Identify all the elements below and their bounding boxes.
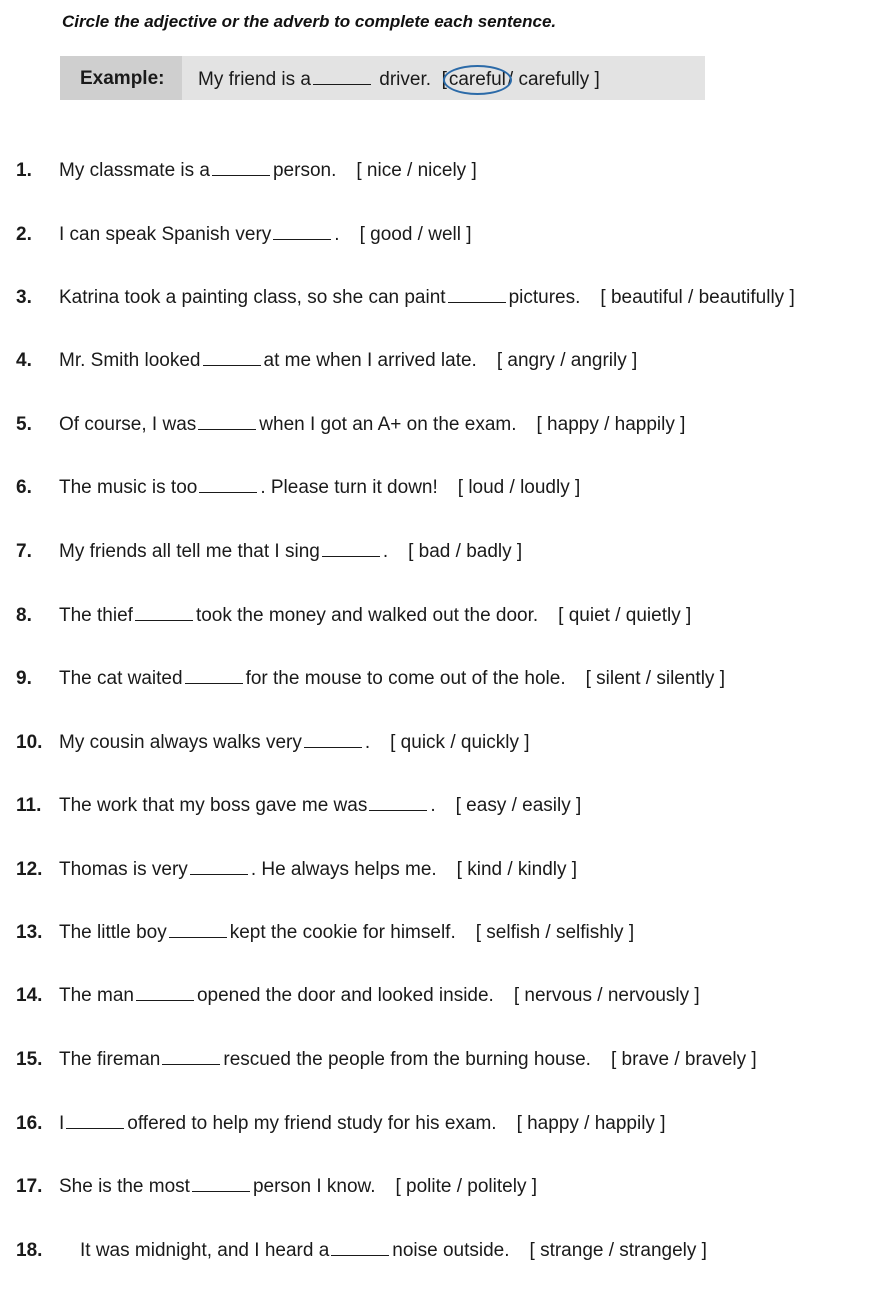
question-text-after: noise outside.	[392, 1240, 510, 1261]
question-text-before: Katrina took a painting class, so she can paint	[59, 287, 446, 308]
answer-blank[interactable]	[190, 860, 248, 875]
question-text-before: Thomas is very	[59, 859, 188, 880]
question-text-before: The cat waited	[59, 668, 183, 689]
question-number: 1.	[16, 160, 32, 181]
answer-options[interactable]: [ brave / bravely ]	[610, 1049, 757, 1070]
question-text-before: The man	[59, 985, 134, 1006]
question-row	[16, 224, 895, 252]
example-label: Example:	[80, 68, 165, 89]
question-text-before: My friends all tell me that I sing	[59, 541, 320, 562]
question-row	[16, 1113, 895, 1141]
question-number: 8.	[16, 605, 32, 626]
answer-blank[interactable]	[322, 542, 380, 557]
question-number: 15.	[16, 1049, 43, 1070]
question-text-before: The thief	[59, 605, 133, 626]
question-row	[16, 541, 895, 569]
question-text-after: when I got an A+ on the exam.	[259, 414, 517, 435]
question-number: 4.	[16, 350, 32, 371]
question-text-after: . He always helps me.	[250, 859, 437, 880]
question-text-after: person.	[272, 160, 337, 181]
question-row	[16, 160, 895, 188]
question-row	[16, 350, 895, 378]
question-row	[16, 985, 895, 1013]
question-row	[16, 859, 895, 887]
question-number: 18.	[16, 1240, 43, 1261]
answer-options[interactable]: [ angry / angrily ]	[496, 350, 638, 371]
answer-blank[interactable]	[66, 1114, 124, 1129]
answer-options[interactable]: [ bad / badly ]	[408, 541, 523, 562]
question-row	[16, 732, 895, 760]
example-box	[60, 56, 705, 100]
question-number: 2.	[16, 224, 32, 245]
example-label-cell	[60, 56, 182, 100]
question-text-before: Mr. Smith looked	[59, 350, 201, 371]
answer-blank[interactable]	[369, 796, 427, 811]
question-number: 17.	[16, 1176, 43, 1197]
answer-options[interactable]: [ kind / kindly ]	[456, 859, 578, 880]
answer-options[interactable]: [ beautiful / beautifully ]	[600, 287, 795, 308]
question-text-after: pictures.	[508, 287, 581, 308]
answer-blank[interactable]	[331, 1241, 389, 1256]
answer-blank[interactable]	[199, 478, 257, 493]
example-rest: / carefully ]	[507, 69, 600, 90]
question-text-after: person I know.	[252, 1176, 376, 1197]
question-row	[16, 795, 895, 823]
question-number: 7.	[16, 541, 32, 562]
question-row	[16, 414, 895, 442]
question-text-before: It was midnight, and I heard a	[80, 1240, 330, 1261]
question-row	[16, 668, 895, 696]
answer-options[interactable]: [ quiet / quietly ]	[558, 605, 692, 626]
answer-options[interactable]: [ easy / easily ]	[455, 795, 582, 816]
answer-options[interactable]: [ quick / quickly ]	[390, 732, 530, 753]
question-row	[16, 1176, 895, 1204]
answer-blank[interactable]	[448, 288, 506, 303]
question-text-before: I can speak Spanish very	[59, 224, 272, 245]
answer-blank[interactable]	[273, 225, 331, 240]
question-text-after: offered to help my friend study for his exam.	[127, 1113, 497, 1134]
question-text-before: I	[59, 1113, 65, 1134]
answer-blank[interactable]	[198, 415, 256, 430]
question-row	[16, 605, 895, 633]
question-text-before: The little boy	[59, 922, 167, 943]
question-row	[16, 1240, 895, 1268]
answer-options[interactable]: [ good / well ]	[359, 224, 472, 245]
example-bracket-open: [	[441, 69, 447, 90]
question-text-before: My classmate is a	[59, 160, 210, 181]
answer-blank[interactable]	[136, 986, 194, 1001]
question-row	[16, 1049, 895, 1077]
example-before: My friend is a	[198, 69, 311, 90]
answer-blank[interactable]	[135, 606, 193, 621]
question-text-after: for the mouse to come out of the hole.	[245, 668, 566, 689]
question-row	[16, 477, 895, 505]
question-number: 11.	[16, 795, 42, 816]
question-text-after: rescued the people from the burning house.	[223, 1049, 591, 1070]
question-number: 16.	[16, 1113, 43, 1134]
question-text-after: .	[382, 541, 389, 562]
answer-blank[interactable]	[212, 161, 270, 176]
question-number: 12.	[16, 859, 43, 880]
example-circled-answer: careful	[448, 69, 506, 90]
question-row	[16, 922, 895, 950]
answer-blank[interactable]	[203, 351, 261, 366]
question-text-before: The music is too	[59, 477, 198, 498]
question-text-after: . Please turn it down!	[260, 477, 438, 498]
question-text-after: opened the door and looked inside.	[196, 985, 494, 1006]
question-number: 13.	[16, 922, 43, 943]
answer-options[interactable]: [ strange / strangely ]	[529, 1240, 707, 1261]
question-text-after: at me when I arrived late.	[263, 350, 477, 371]
answer-options[interactable]: [ happy / happily ]	[536, 414, 686, 435]
answer-options[interactable]: [ happy / happily ]	[516, 1113, 666, 1134]
question-text-before: She is the most	[59, 1176, 190, 1197]
question-text-before: The fireman	[59, 1049, 161, 1070]
answer-options[interactable]: [ selfish / selfishly ]	[475, 922, 635, 943]
question-row	[16, 287, 895, 315]
question-number: 3.	[16, 287, 32, 308]
question-text-before: The work that my boss gave me was	[59, 795, 368, 816]
example-blank	[313, 70, 371, 85]
question-number: 6.	[16, 477, 32, 498]
question-number: 10.	[16, 732, 43, 753]
answer-blank[interactable]	[304, 733, 362, 748]
answer-options[interactable]: [ nice / nicely ]	[356, 160, 477, 181]
answer-blank[interactable]	[185, 669, 243, 684]
question-number: 9.	[16, 668, 32, 689]
question-text-after: .	[364, 732, 371, 753]
answer-options[interactable]: [ nervous / nervously ]	[513, 985, 700, 1006]
question-text-after: .	[334, 224, 340, 245]
example-after: driver.	[379, 69, 432, 90]
example-sentence	[198, 69, 600, 91]
question-text-after: kept the cookie for himself.	[229, 922, 456, 943]
question-text-after: .	[430, 795, 436, 816]
question-number: 5.	[16, 414, 32, 435]
answer-blank[interactable]	[169, 923, 227, 938]
answer-blank[interactable]	[162, 1050, 220, 1065]
answer-options[interactable]: [ silent / silently ]	[585, 668, 725, 689]
answer-options[interactable]: [ loud / loudly ]	[457, 477, 581, 498]
question-text-before: My cousin always walks very	[59, 732, 302, 753]
question-text-after: took the money and walked out the door.	[195, 605, 539, 626]
question-number: 14.	[16, 985, 43, 1006]
answer-blank[interactable]	[192, 1177, 250, 1192]
instructions: Circle the adjective or the adverb to complete each sentence.	[62, 12, 557, 31]
question-text-before: Of course, I was	[59, 414, 197, 435]
answer-options[interactable]: [ polite / politely ]	[395, 1176, 538, 1197]
